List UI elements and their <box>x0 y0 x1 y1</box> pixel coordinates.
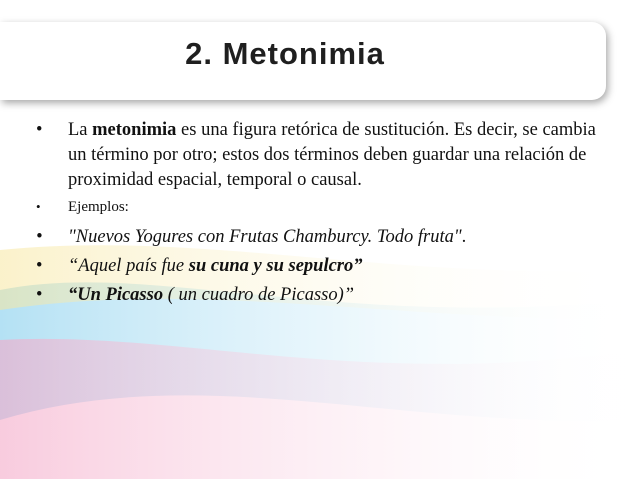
slide-content <box>36 118 606 308</box>
bullet-example-1 <box>36 224 606 250</box>
example-2-text: “Aquel país fue <box>68 256 189 276</box>
example-2-bold: su cuna y su sepulcro” <box>188 256 363 276</box>
bullet-dot: • <box>36 227 43 247</box>
example-1-period: . <box>461 227 467 247</box>
bullet-examples-label <box>36 196 606 218</box>
bullet-dot: • <box>36 120 43 140</box>
bullet-dot: • <box>36 285 43 305</box>
bullet-definition <box>36 118 606 193</box>
bullet-example-3 <box>36 282 606 308</box>
examples-label: Ejemplos: <box>68 199 129 215</box>
example-3-text: ( un cuadro de Picasso)” <box>163 285 355 305</box>
example-1-text: "Nuevos Yogures con Frutas Chamburcy. Todo fruta" <box>68 227 462 247</box>
definition-text: es una figura retórica de sustitución. Es decir, se cambia un término por otro; estos dos términos deben guardar una relación de proximidad espacial, temporal o causal. <box>68 120 596 190</box>
definition-lead: La <box>68 120 93 140</box>
example-3-bold: “Un Picasso <box>68 285 164 305</box>
slide-title: 2. Metonimia <box>185 36 385 71</box>
bullet-dot: • <box>36 256 43 276</box>
definition-term: metonimia <box>92 120 177 140</box>
bullet-example-2 <box>36 253 606 279</box>
bullet-dot: • <box>36 199 41 214</box>
